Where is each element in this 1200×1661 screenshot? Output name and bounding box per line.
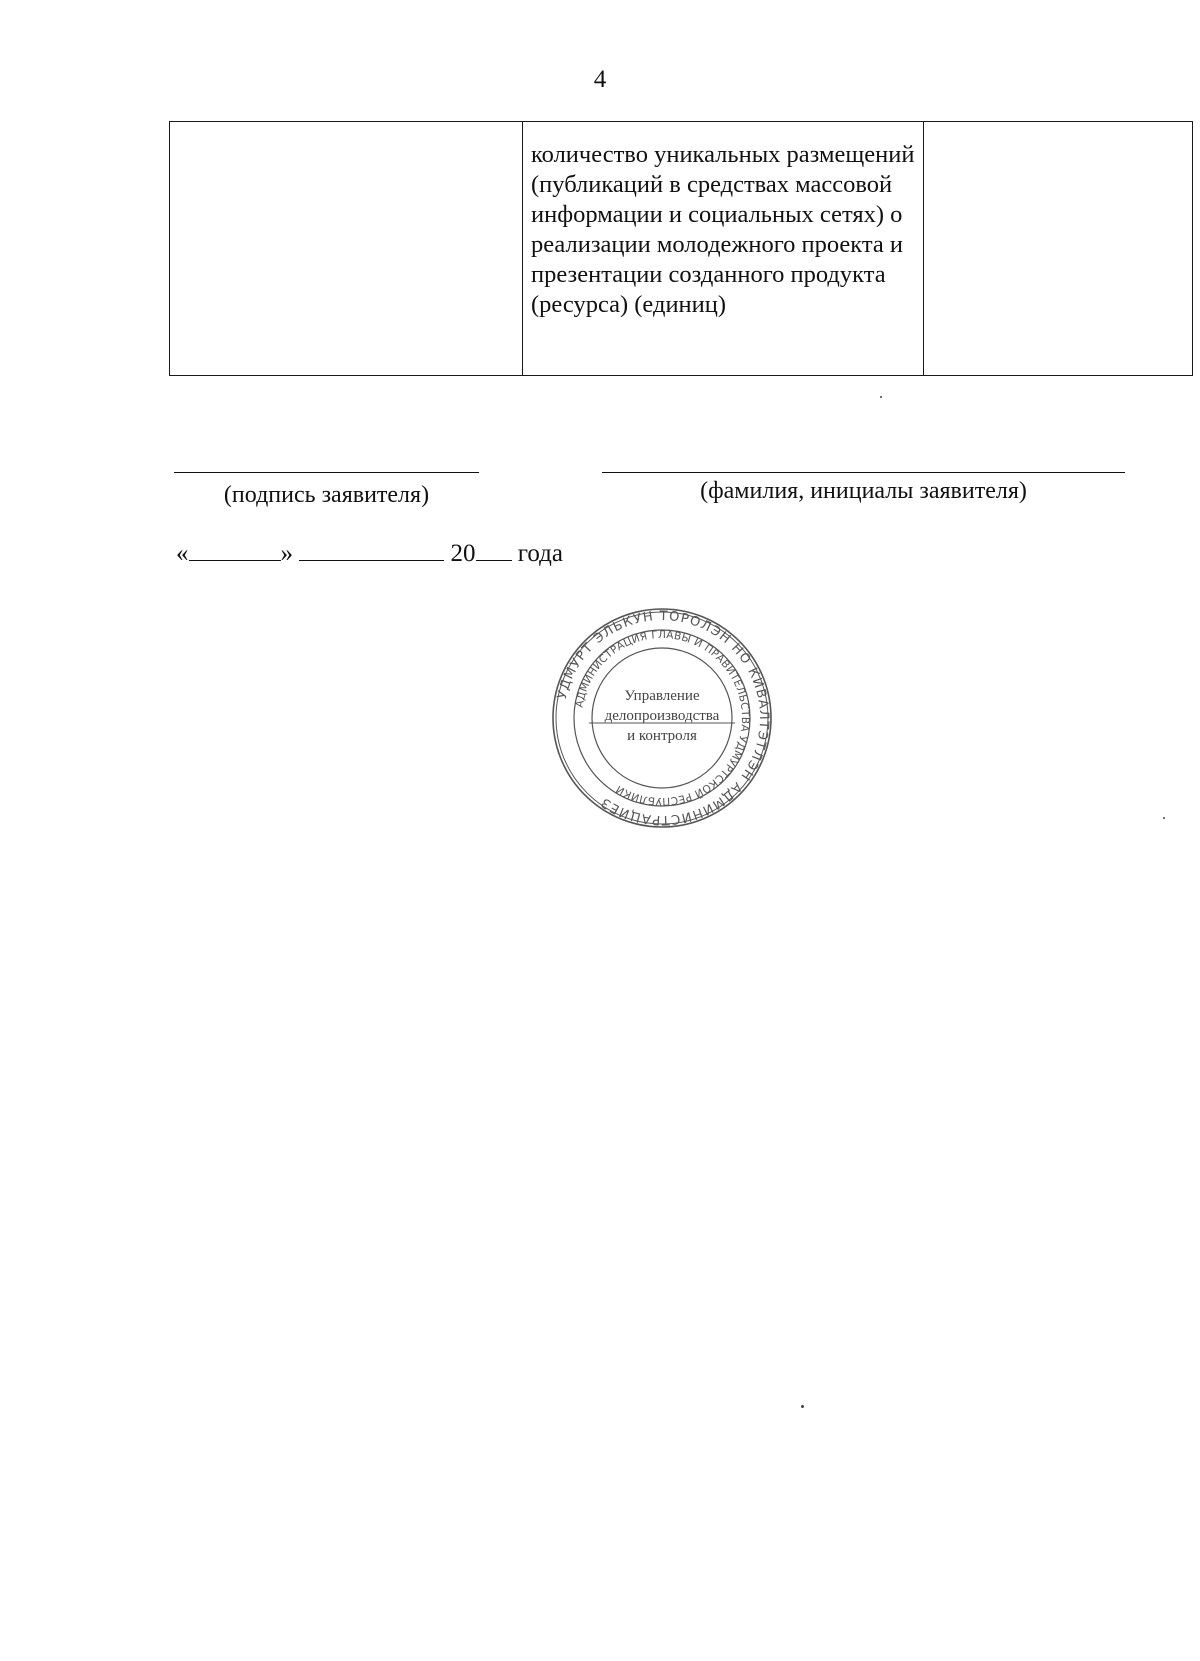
table-cell-1 bbox=[170, 122, 523, 376]
scan-speck bbox=[801, 1405, 804, 1408]
seal-center-line-1: Управление bbox=[624, 688, 700, 704]
day-blank bbox=[189, 538, 281, 561]
table-cell-3 bbox=[924, 122, 1193, 376]
seal-outer-text: УДМУРТ ЭЛЬКУН ТӦРОЛЭН НО КИВАЛТЭТЛЭН АДМИНИСТРАЦИЕЗ bbox=[554, 608, 772, 828]
table-row bbox=[170, 122, 1193, 376]
scan-speck bbox=[880, 396, 882, 398]
name-line bbox=[602, 472, 1125, 473]
signature-line bbox=[174, 472, 479, 473]
official-seal bbox=[551, 607, 773, 829]
seal-inner-text: АДМИНИСТРАЦИЯ ГЛАВЫ И ПРАВИТЕЛЬСТВА УДМУРТСКОЙ РЕСПУБЛИКИ bbox=[573, 628, 752, 808]
year-word: года bbox=[517, 540, 563, 567]
name-caption: (фамилия, инициалы заявителя) bbox=[700, 478, 1027, 504]
content-table bbox=[169, 121, 1193, 376]
scan-speck bbox=[1163, 817, 1165, 819]
page-number: 4 bbox=[593, 66, 607, 93]
seal-center-line-3: и контроля bbox=[627, 728, 697, 744]
date-open-quote: « bbox=[176, 540, 189, 567]
signature-caption: (подпись заявителя) bbox=[223, 482, 430, 508]
year-blank bbox=[476, 538, 512, 561]
year-prefix: 20 bbox=[450, 540, 476, 567]
table-cell-2: количество уникальных размещений (публикаций в средствах массовой информации и социальных сетях) о реализации молодежного проекта и презентации созданного продукта (ресурса) (единиц) bbox=[523, 122, 924, 376]
date-line bbox=[176, 538, 563, 568]
month-blank bbox=[299, 538, 444, 561]
date-close-quote: » bbox=[280, 540, 293, 567]
seal-center-line-2: делопроизводства bbox=[604, 708, 720, 724]
